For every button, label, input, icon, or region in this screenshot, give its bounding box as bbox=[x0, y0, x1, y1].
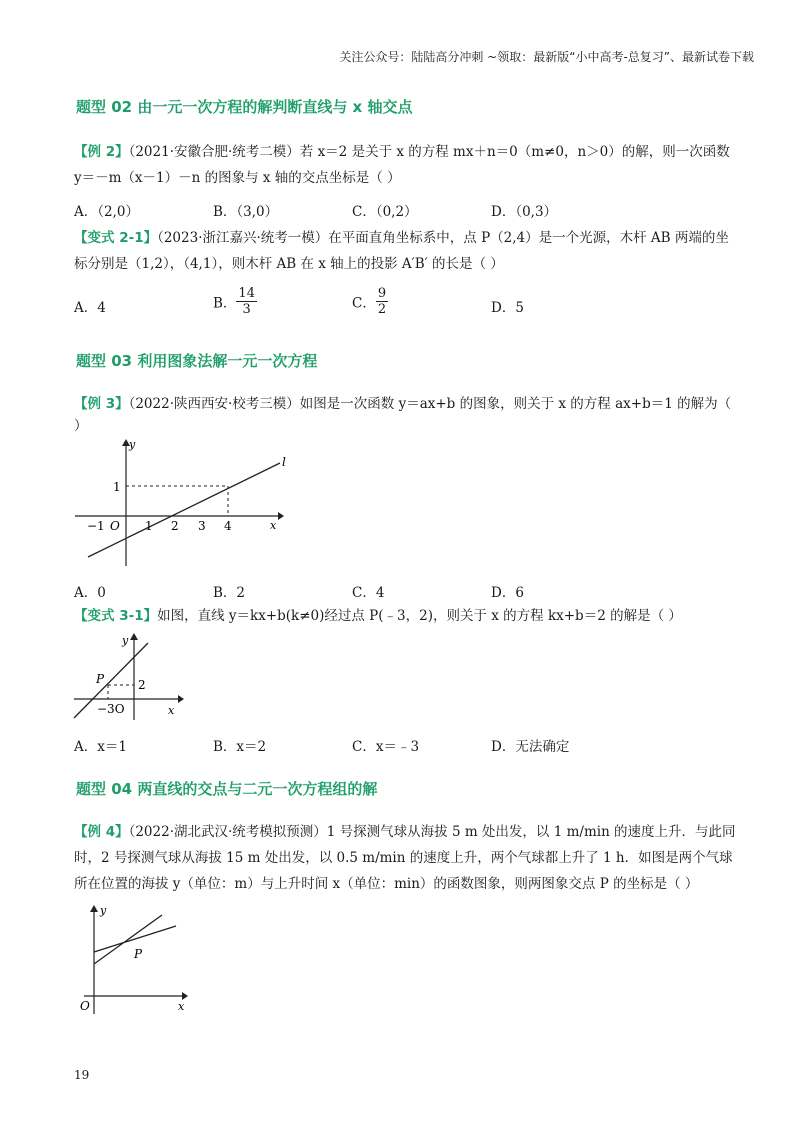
variant-2-1-tag: 【变式 2-1】 bbox=[74, 230, 158, 246]
x-axis-arrow bbox=[278, 512, 284, 520]
page-number: 19 bbox=[74, 1068, 90, 1082]
example-2-line2: y＝－m（x－1）－n 的图象与 x 轴的交点坐标是（ ） bbox=[74, 170, 401, 186]
variant-2-1-option-d: D．5 bbox=[491, 300, 524, 316]
example-4-line3: 所在位置的海拔 y（单位：m）与上升时间 x（单位：min）的函数图象，则两图象交点 P 的坐标是（ ） bbox=[74, 876, 699, 892]
example-2-option-c: C．（0,2） bbox=[352, 204, 418, 220]
example-3-option-c: C．4 bbox=[352, 585, 385, 601]
example-3-tag: 【例 3】 bbox=[74, 396, 129, 412]
variant-3-1-option-b: B．x＝2 bbox=[213, 739, 267, 755]
variant-2-1-option-c: C． $\frac{9}{2}$ bbox=[352, 286, 387, 317]
y-label: y bbox=[122, 634, 129, 647]
x-tick-1: 1 bbox=[145, 519, 153, 533]
example-2-option-b: B．（3,0） bbox=[213, 204, 279, 220]
x-label: x bbox=[178, 1000, 185, 1013]
y-label: y bbox=[100, 904, 107, 917]
example-2-option-d: D．（0,3） bbox=[491, 204, 558, 220]
x-label: x bbox=[168, 704, 175, 717]
fraction-denominator: 2 bbox=[377, 302, 387, 317]
origin-label: O bbox=[110, 519, 120, 533]
example-3-option-b: B．2 bbox=[213, 585, 246, 601]
x-label: x bbox=[270, 519, 277, 532]
variant-2-1-option-a: A．4 bbox=[74, 300, 106, 316]
x-axis-arrow bbox=[178, 695, 184, 703]
y-tick-1: 1 bbox=[113, 480, 121, 494]
example-3-line1: 【例 3】（2022·陕西西安·校考三模）如图是一次函数 y＝ax+b 的图象，则关于 x 的方程 ax+b＝1 的解为（ bbox=[74, 396, 732, 412]
x-tick-2: 2 bbox=[171, 519, 179, 533]
section-title-02: 题型 02 由一元一次方程的解判断直线与 x 轴交点 bbox=[76, 98, 413, 116]
variant-3-1-option-c: C．x＝﹣3 bbox=[352, 739, 420, 755]
example-4-line2: 时，2 号探测气球从海拔 15 m 处出发，以 0.5 m/min 的速度上升，两个气球都上升了 1 h．如图是两个气球 bbox=[74, 850, 733, 866]
section-title-03: 题型 03 利用图象法解一元一次方程 bbox=[76, 352, 318, 370]
example-4-line1: 【例 4】（2022·湖北武汉·统考模拟预测）1 号探测气球从海拔 5 m 处出发，以 1 m/min 的速度上升．与此同 bbox=[74, 824, 736, 840]
variant-3-1-graph bbox=[70, 628, 190, 723]
y-tick-2: 2 bbox=[138, 678, 146, 692]
graph-line-l bbox=[88, 463, 280, 557]
x-tick-4: 4 bbox=[224, 519, 232, 533]
variant-2-1-line2: 标分别是（1,2），（4,1），则木杆 AB 在 x 轴上的投影 A′B′ 的长是（ ） bbox=[74, 256, 504, 272]
section-title-04: 题型 04 两直线的交点与二元一次方程组的解 bbox=[76, 780, 378, 798]
fraction-numerator: 14 bbox=[238, 286, 255, 301]
example-3-graph bbox=[70, 436, 290, 571]
x-axis-arrow bbox=[182, 992, 188, 1000]
y-axis-arrow bbox=[90, 905, 98, 912]
example-4-graph bbox=[70, 898, 200, 1016]
example-3-line2: ） bbox=[74, 418, 88, 434]
page-header: 关注公众号：陆陆高分冲刺 ~领取：最新版“小中高考-总复习”、最新试卷下载 bbox=[339, 50, 754, 64]
x-tick-neg3-origin: −3O bbox=[97, 702, 125, 716]
example-4-tag: 【例 4】 bbox=[74, 824, 129, 840]
variant-3-1-option-d: D．无法确定 bbox=[491, 739, 570, 755]
x-tick-neg1: −1 bbox=[87, 519, 105, 533]
y-axis-arrow bbox=[130, 633, 138, 640]
origin-label: O bbox=[80, 999, 90, 1013]
example-2-tag: 【例 2】 bbox=[74, 144, 129, 160]
variant-3-1-option-a: A．x＝1 bbox=[74, 739, 127, 755]
line-label-l: l bbox=[282, 455, 286, 469]
intersection-p-label: P bbox=[134, 947, 143, 961]
example-3-option-d: D．6 bbox=[491, 585, 524, 601]
y-label: y bbox=[129, 438, 136, 451]
variant-2-1-line1: 【变式 2-1】（2023·浙江嘉兴·统考一模）在平面直角坐标系中，点 P（2,4）是一个光源，木杆 AB 两端的坐 bbox=[74, 230, 729, 246]
point-p-label: P bbox=[96, 672, 105, 686]
variant-2-1-option-b: B． $\frac{14}{3}$ bbox=[213, 286, 255, 317]
example-3-option-a: A．0 bbox=[74, 585, 106, 601]
example-2-line1: 【例 2】（2021·安徽合肥·统考二模）若 x＝2 是关于 x 的方程 mx＋n＝0（m≠0，n＞0）的解，则一次函数 bbox=[74, 144, 730, 160]
example-2-option-a: A．（2,0） bbox=[74, 204, 139, 220]
balloon-1-line bbox=[94, 915, 162, 964]
fraction-denominator: 3 bbox=[242, 302, 251, 317]
variant-3-1-line1: 【变式 3-1】如图，直线 y＝kx+b(k≠0)经过点 P(﹣3，2)，则关于 x 的方程 kx+b＝2 的解是（ ） bbox=[74, 608, 682, 624]
x-tick-3: 3 bbox=[198, 519, 206, 533]
fraction-numerator: 9 bbox=[377, 286, 387, 301]
variant-3-1-tag: 【变式 3-1】 bbox=[74, 608, 158, 624]
